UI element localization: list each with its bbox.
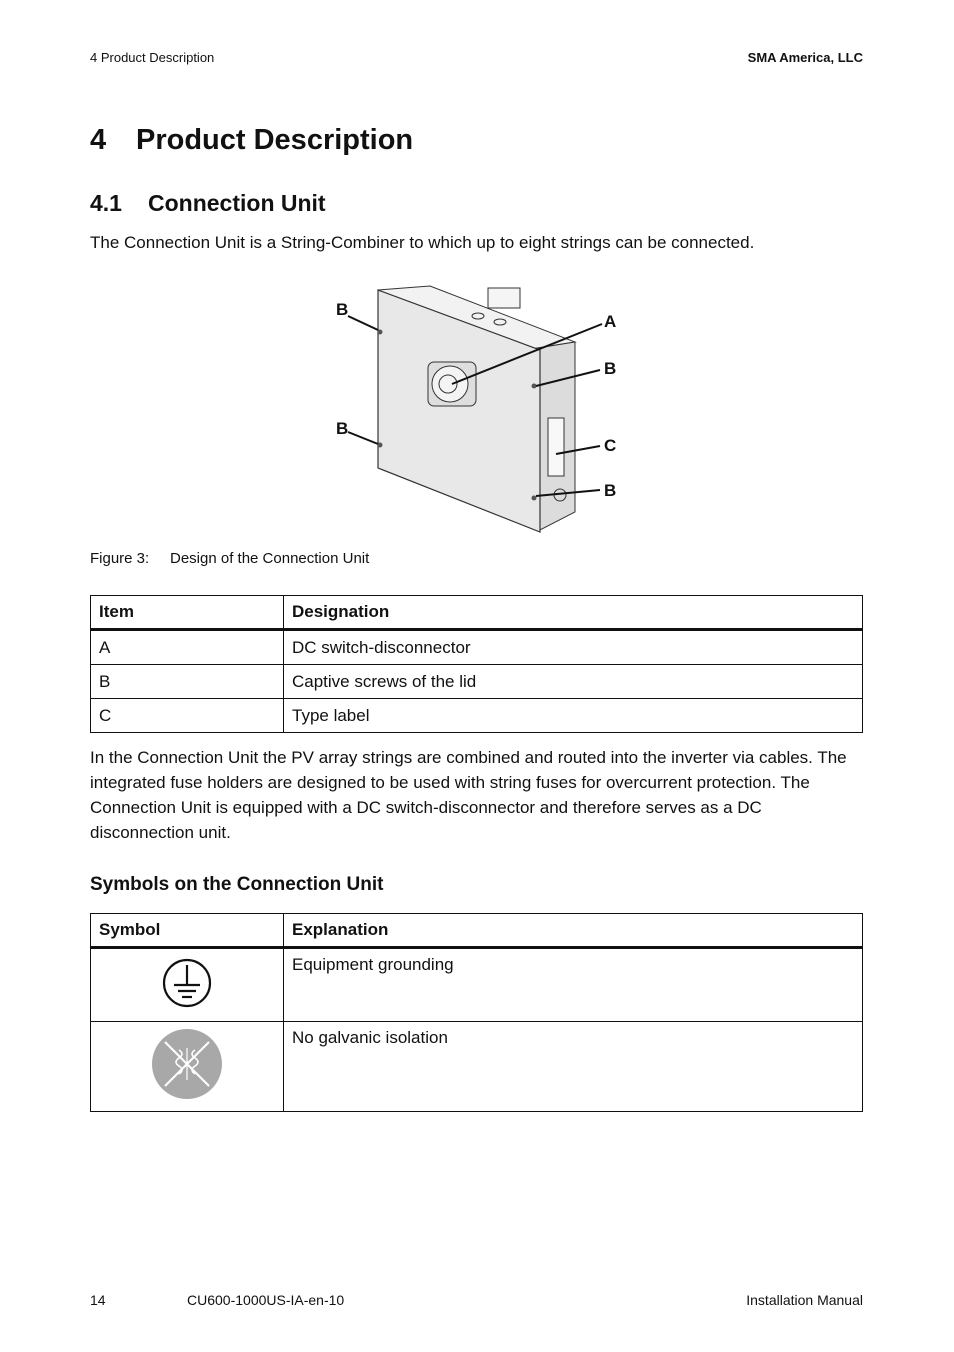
column-header-symbol: Symbol — [91, 914, 284, 948]
figure-caption-text: Design of the Connection Unit — [170, 550, 370, 567]
screw-marker — [532, 496, 537, 501]
section-title — [90, 190, 326, 217]
running-header-company: SMA America, LLC — [747, 50, 863, 65]
chapter-title-text: Product Description — [136, 124, 414, 156]
body-paragraph: In the Connection Unit the PV array strings are combined and routed into the inverter via cables. The integrated fuse holders are designed to be used with string fuses for overcurrent protection. The Connection Unit is equipped with a DC switch-disconnector and therefore serves as a DC disconnection unit. — [90, 748, 847, 842]
symbol-cell — [91, 948, 284, 1022]
symbol-cell — [91, 1022, 284, 1112]
designation-cell: DC switch-disconnector — [284, 630, 863, 665]
designation-cell: Type label — [284, 699, 863, 733]
callout-b-right-top: B — [604, 359, 617, 378]
symbols-table — [90, 913, 863, 1112]
items-table — [90, 595, 863, 733]
callout-b-left-top: B — [336, 300, 349, 319]
chapter-number: 4 — [90, 124, 107, 156]
column-header-designation: Designation — [284, 596, 863, 630]
table-header-row — [91, 596, 863, 630]
explanation-cell: No galvanic isolation — [284, 1022, 863, 1112]
chapter-title — [90, 124, 413, 157]
table-row — [91, 948, 863, 1022]
item-cell: B — [91, 665, 284, 699]
item-cell: A — [91, 630, 284, 665]
type-label-plate — [548, 418, 564, 476]
leader-line-b2 — [348, 432, 378, 444]
table-row — [91, 630, 863, 665]
figure-caption-label: Figure 3: — [90, 550, 150, 567]
screw-marker — [532, 384, 537, 389]
callout-b-right-bottom: B — [604, 481, 617, 500]
no-galvanic-isolation-icon — [151, 1028, 223, 1100]
intro-paragraph: The Connection Unit is a String-Combiner to which up to eight strings can be connected. — [90, 233, 755, 252]
figure-caption — [90, 550, 369, 567]
callout-b-left-bottom: B — [336, 419, 349, 438]
screw-marker — [378, 330, 383, 335]
footer-document-id: CU600-1000US-IA-en-10 — [187, 1292, 345, 1308]
equipment-grounding-icon — [161, 957, 213, 1009]
table-row — [91, 1022, 863, 1112]
leader-line-b1 — [348, 316, 378, 330]
item-cell: C — [91, 699, 284, 733]
section-number: 4.1 — [90, 190, 122, 216]
footer-page-number: 14 — [90, 1292, 106, 1308]
section-title-text: Connection Unit — [148, 190, 326, 216]
explanation-cell: Equipment grounding — [284, 948, 863, 1022]
table-row — [91, 665, 863, 699]
table-header-row — [91, 914, 863, 948]
designation-cell: Captive screws of the lid — [284, 665, 863, 699]
callout-c: C — [604, 436, 617, 455]
footer-manual-title: Installation Manual — [746, 1292, 863, 1308]
table-row — [91, 699, 863, 733]
callout-a: A — [604, 312, 617, 331]
column-header-explanation: Explanation — [284, 914, 863, 948]
connection-unit-figure — [320, 280, 640, 540]
running-header-section: 4 Product Description — [90, 50, 215, 65]
mounting-bracket — [488, 288, 520, 308]
dc-switch-knob — [432, 366, 468, 402]
column-header-item: Item — [91, 596, 284, 630]
symbols-heading: Symbols on the Connection Unit — [90, 874, 384, 895]
